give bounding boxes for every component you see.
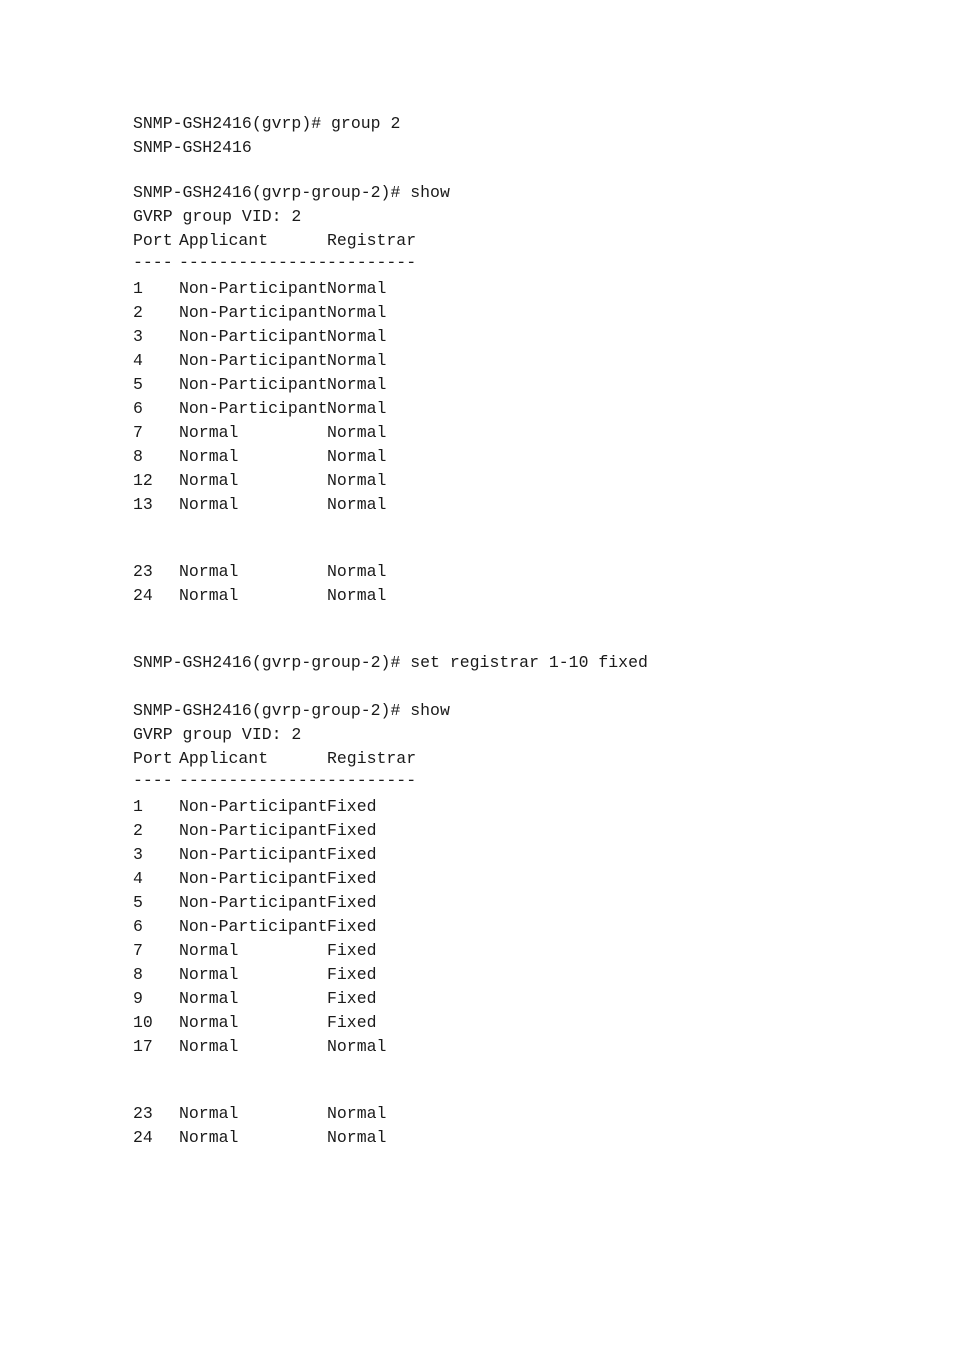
applicant-cell: Non-Participant <box>179 279 328 298</box>
table-separator <box>133 771 648 795</box>
applicant-cell: Non-Participant <box>179 375 328 394</box>
registrar-cell: Normal <box>327 1037 387 1056</box>
registrar-cell: Normal <box>327 375 387 394</box>
port-cell: 12 <box>133 471 153 490</box>
table-row <box>133 891 648 915</box>
table-row <box>133 325 648 349</box>
registrar-cell: Normal <box>327 351 387 370</box>
table-header <box>133 747 648 771</box>
registrar-cell: Fixed <box>327 845 377 864</box>
table-row <box>133 963 648 987</box>
applicant-cell: Normal <box>179 941 239 960</box>
separator-port: ---- <box>133 771 173 790</box>
table-row <box>133 301 648 325</box>
registrar-cell: Fixed <box>327 941 377 960</box>
port-cell: 8 <box>133 965 143 984</box>
table-row <box>133 987 648 1011</box>
table-row <box>133 277 648 301</box>
table-row <box>133 493 648 517</box>
registrar-cell: Fixed <box>327 869 377 888</box>
port-cell: 6 <box>133 399 143 418</box>
port-cell: 24 <box>133 586 153 605</box>
applicant-cell: Non-Participant <box>179 399 328 418</box>
registrar-cell: Fixed <box>327 1013 377 1032</box>
header-registrar: Registrar <box>327 749 417 768</box>
registrar-cell: Normal <box>327 399 387 418</box>
registrar-cell: Normal <box>327 1104 387 1123</box>
port-cell: 9 <box>133 989 143 1008</box>
table-row <box>133 349 648 373</box>
separator-applicant: --------------- <box>179 771 328 790</box>
separator-applicant: --------------- <box>179 253 328 272</box>
registrar-cell: Normal <box>327 279 387 298</box>
applicant-cell: Normal <box>179 447 239 466</box>
port-cell: 3 <box>133 327 143 346</box>
header-port: Port <box>133 231 173 250</box>
applicant-cell: Non-Participant <box>179 845 328 864</box>
table-row <box>133 867 648 891</box>
applicant-cell: Normal <box>179 495 239 514</box>
port-cell: 3 <box>133 845 143 864</box>
header-registrar: Registrar <box>327 231 417 250</box>
registrar-cell: Fixed <box>327 797 377 816</box>
applicant-cell: Non-Participant <box>179 893 328 912</box>
applicant-cell: Non-Participant <box>179 351 328 370</box>
table-header <box>133 229 648 253</box>
command-line-set: SNMP-GSH2416(gvrp-group-2)# set registrar 1-10 fixed <box>133 653 648 672</box>
table-row <box>133 373 648 397</box>
applicant-cell: Non-Participant <box>179 797 328 816</box>
applicant-cell: Normal <box>179 1013 239 1032</box>
vid-line: GVRP group VID: 2 <box>133 725 302 744</box>
applicant-cell: Non-Participant <box>179 303 328 322</box>
port-cell: 23 <box>133 1104 153 1123</box>
port-cell: 2 <box>133 821 143 840</box>
command-line-group: SNMP-GSH2416(gvrp)# group 2 <box>133 114 401 133</box>
registrar-cell: Normal <box>327 562 387 581</box>
registrar-cell: Normal <box>327 1128 387 1147</box>
port-cell: 5 <box>133 893 143 912</box>
table-row <box>133 445 648 469</box>
registrar-cell: Normal <box>327 327 387 346</box>
table-row <box>133 819 648 843</box>
separator-registrar: --------- <box>327 771 417 790</box>
registrar-cell: Normal <box>327 423 387 442</box>
table-row <box>133 397 648 421</box>
registrar-cell: Normal <box>327 471 387 490</box>
applicant-cell: Normal <box>179 471 239 490</box>
port-cell: 7 <box>133 941 143 960</box>
registrar-cell: Normal <box>327 495 387 514</box>
port-cell: 6 <box>133 917 143 936</box>
table-body <box>133 795 648 1059</box>
header-applicant: Applicant <box>179 749 269 768</box>
port-cell: 5 <box>133 375 143 394</box>
applicant-cell: Normal <box>179 965 239 984</box>
vid-line: GVRP group VID: 2 <box>133 207 302 226</box>
port-cell: 13 <box>133 495 153 514</box>
cli-transcript <box>133 112 648 1150</box>
table-body <box>133 277 648 517</box>
port-cell: 1 <box>133 797 143 816</box>
table-row <box>133 421 648 445</box>
applicant-cell: Normal <box>179 423 239 442</box>
table-row <box>133 1035 648 1059</box>
table-row <box>133 560 648 584</box>
applicant-cell: Non-Participant <box>179 917 328 936</box>
registrar-cell: Normal <box>327 303 387 322</box>
separator-registrar: --------- <box>327 253 417 272</box>
table-row <box>133 1126 648 1150</box>
table-row <box>133 843 648 867</box>
port-cell: 7 <box>133 423 143 442</box>
registrar-cell: Fixed <box>327 965 377 984</box>
command-echo: SNMP-GSH2416 <box>133 138 252 157</box>
table-row <box>133 1011 648 1035</box>
applicant-cell: Non-Participant <box>179 327 328 346</box>
table-row <box>133 1102 648 1126</box>
applicant-cell: Normal <box>179 586 239 605</box>
applicant-cell: Normal <box>179 1104 239 1123</box>
table-separator <box>133 253 648 277</box>
table-body <box>133 1102 648 1150</box>
table-body <box>133 560 648 608</box>
registrar-cell: Fixed <box>327 917 377 936</box>
applicant-cell: Normal <box>179 1128 239 1147</box>
header-applicant: Applicant <box>179 231 269 250</box>
command-line-show: SNMP-GSH2416(gvrp-group-2)# show <box>133 183 450 202</box>
applicant-cell: Normal <box>179 1037 239 1056</box>
port-cell: 24 <box>133 1128 153 1147</box>
table-row <box>133 939 648 963</box>
applicant-cell: Non-Participant <box>179 869 328 888</box>
port-cell: 4 <box>133 869 143 888</box>
port-cell: 23 <box>133 562 153 581</box>
port-cell: 10 <box>133 1013 153 1032</box>
port-cell: 4 <box>133 351 143 370</box>
applicant-cell: Normal <box>179 989 239 1008</box>
table-row <box>133 584 648 608</box>
table-row <box>133 915 648 939</box>
header-port: Port <box>133 749 173 768</box>
separator-port: ---- <box>133 253 173 272</box>
table-row <box>133 795 648 819</box>
command-line-show: SNMP-GSH2416(gvrp-group-2)# show <box>133 701 450 720</box>
registrar-cell: Normal <box>327 586 387 605</box>
registrar-cell: Fixed <box>327 893 377 912</box>
applicant-cell: Normal <box>179 562 239 581</box>
port-cell: 2 <box>133 303 143 322</box>
table-row <box>133 469 648 493</box>
registrar-cell: Fixed <box>327 989 377 1008</box>
applicant-cell: Non-Participant <box>179 821 328 840</box>
port-cell: 17 <box>133 1037 153 1056</box>
port-cell: 1 <box>133 279 143 298</box>
registrar-cell: Normal <box>327 447 387 466</box>
registrar-cell: Fixed <box>327 821 377 840</box>
port-cell: 8 <box>133 447 143 466</box>
